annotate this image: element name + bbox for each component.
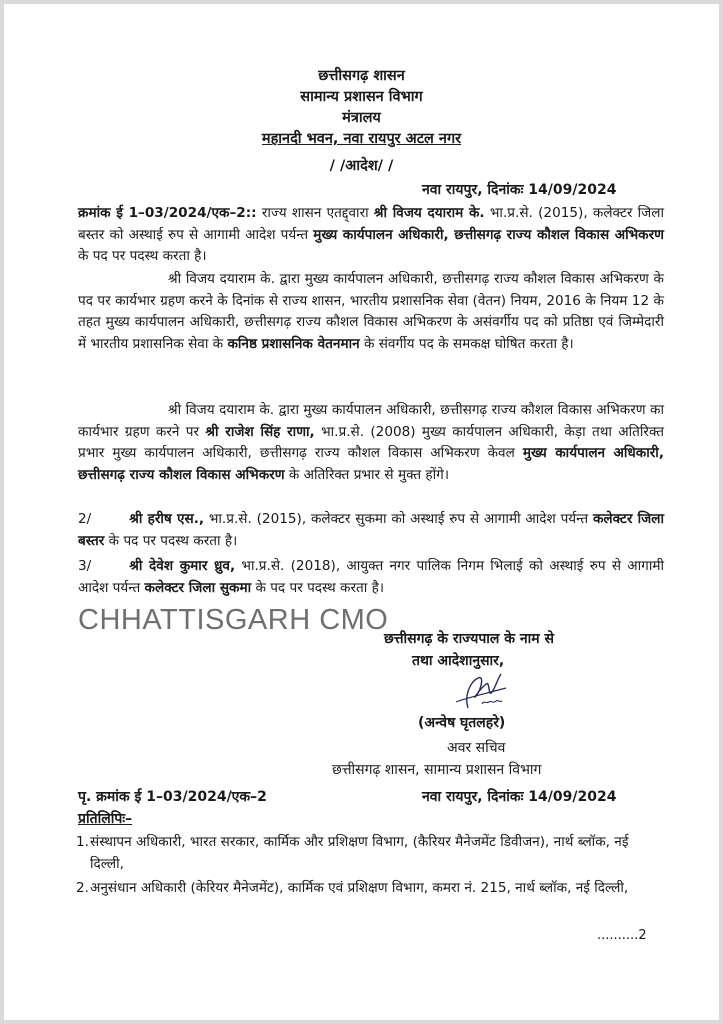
header-department: सामान्य प्रशासन विभाग [300, 89, 423, 105]
endorsement-date: नवा रायपुर, दिनांकः 14/09/2024 [422, 789, 617, 805]
signatory-department: छत्तीसगढ़ शासन, सामान्य प्रशासन विभाग [332, 762, 542, 778]
page-continuation: ..........2 [597, 928, 647, 943]
order-paragraph-1: क्रमांक ई 1–03/2024/एक–2:: राज्य शासन एतद्द्वारा श्री विजय दयाराम के. भा.प्र.से. (2015), कलेक्टर जिला बस्तर को अस्थाई रुप से आगामी आदेश पर्यन्त मुख्य कार्यपालन अधिकारी, छत्तीसगढ़ राज्य कौशल विकास अभिकरण के पद पर पदस्थ करता है। [78, 205, 664, 264]
order-paragraph-3: श्री विजय दयाराम के. द्वारा मुख्य कार्यपालन अधिकारी, छत्तीसगढ़ राज्य कौशल विकास अभिकरण का कार्यभार ग्रहण करने पर श्री राजेश सिंह राणा, भा.प्र.से. (2008) मुख्य कार्यपालन अधिकारी, केड़ा तथा अतिरिक्त प्रभार मुख्य कार्यपालन अधिकारी, छत्तीसगढ़ राज्य कौशल विकास अभिकरण केवल मुख्य कार्यपालन अधिकारी, छत्तीसगढ़ राज्य कौशल विकास अभिकरण के अतिरिक्त प्रभार से मुक्त होंगे। [78, 402, 665, 483]
order-paragraph-2: श्री विजय दयाराम के. द्वारा मुख्य कार्यपालन अधिकारी, छत्तीसगढ़ राज्य कौशल विकास अभिकरण के पद पर कार्यभार ग्रहण करने के दिनांक से राज्य शासन, भारतीय प्रशासनिक सेवा (वेतन) नियम, 2016 के नियम 12 के तहत मुख्य कार्यपालन अधिकारी, छत्तीसगढ़ राज्य कौशल विकास अभिकरण के असंवर्गीय पद को प्रतिष्ठा एवं जिम्मेदारी में भारतीय प्रशासनिक सेवा के कनिष्ठ प्रशासनिक वेतनमान के संवर्गीय पद के समकक्ष घोषित करता है। [78, 271, 664, 352]
order-title: / /आदेश/ / [329, 158, 394, 174]
copy-label: प्रतिलिपिः– [78, 811, 133, 827]
signature-image [446, 668, 518, 714]
list-item: 2.अनुसंधान अधिकारी (केरियर मैनेजमेंट), कार्मिक एवं प्रशिक्षण विभाग, कमरा नं. 215, नार्थ ब्लॉक, नई दिल्ली, [76, 880, 629, 896]
endorsement-ref: पृ. क्रमांक ई 1–03/2024/एक–2 [78, 789, 267, 805]
authority-line-2: तथा आदेशानुसार, [412, 653, 505, 669]
signatory-designation: अवर सचिव [447, 740, 506, 756]
list-item: 1.संस्थापन अधिकारी, भारत सरकार, कार्मिक और प्रशिक्षण विभाग, (कैरियर मैनेजमेंट डिवीजन), नार्थ ब्लॉक, नई दिल्ली, [76, 834, 629, 872]
order-paragraph-4: 2/ श्री हरीष एस., भा.प्र.से. (2015), कलेक्टर सुकमा को अस्थाई रुप से आगामी आदेश पर्यन्त कलेक्टर जिला बस्तर के पद पर पदस्थ करता है। [78, 511, 664, 549]
header-ministry: मंत्रालय [342, 110, 381, 126]
order-ref: क्रमांक ई 1–03/2024/एक–2:: [78, 205, 257, 221]
header-govt: छत्तीसगढ़ शासन [318, 68, 405, 84]
authority-line-1: छत्तीसगढ़ के राज्यपाल के नाम से [384, 631, 554, 647]
watermark: CHHATTISGARH CMO [78, 604, 389, 636]
order-paragraph-5: 3/ श्री देवेश कुमार ध्रुव, भा.प्र.से. (2018), आयुक्त नगर पालिक निगम भिलाई को अस्थाई रुप से आगामी आदेश पर्यन्त कलेक्टर जिला सुकमा के पद पर पदस्थ करता है। [78, 558, 664, 596]
signatory-name: (अन्वेष घृतलहरे) [418, 715, 506, 731]
date-line: नवा रायपुर, दिनांकः 14/09/2024 [422, 182, 617, 198]
header-address: महानदी भवन, नवा रायपुर अटल नगर [261, 131, 462, 147]
